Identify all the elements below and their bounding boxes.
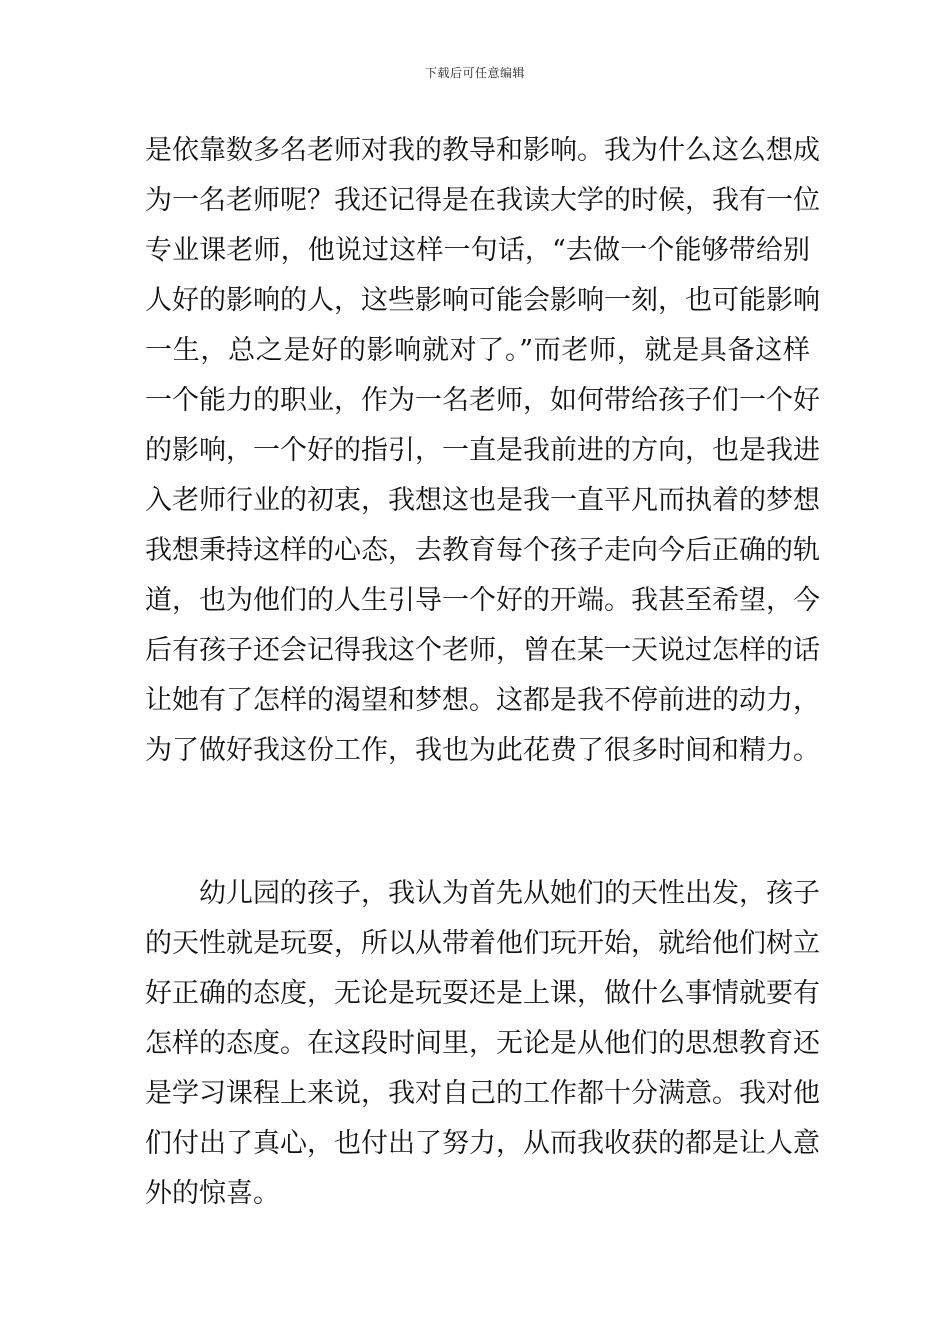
text-line: 好正确的态度，无论是玩耍还是上课，做什么事情就要有 (145, 978, 820, 1009)
text-line: 为了做好我这份工作，我也为此花费了很多时间和精力。 (145, 735, 820, 766)
text-line: 一个能力的职业，作为一名老师，如何带给孩子们一个好 (145, 385, 820, 416)
text-line: 是依靠数多名老师对我的教导和影响。我为什么这么想成 (145, 135, 820, 166)
text-line: 一生，总之是好的影响就对了。”而老师，就是具备这样 (145, 335, 810, 366)
paragraph-1 (145, 126, 820, 776)
text-line: 专业课老师，他说过这样一句话，“去做一个能够带给别 (145, 235, 810, 266)
text-line: 让她有了怎样的渴望和梦想。这都是我不停前进的动力， (145, 685, 820, 716)
text-line: 幼儿园的孩子，我认为首先从她们的天性出发，孩子 (199, 878, 820, 909)
text-line: 是学习课程上来说，我对自己的工作都十分满意。我对他 (145, 1078, 820, 1109)
text-line: 为一名老师呢？我还记得是在我读大学的时候，我有一位 (145, 185, 820, 216)
text-line: 外的惊喜。 (145, 1178, 280, 1209)
text-line: 入老师行业的初衷，我想这也是我一直平凡而执着的梦想 (145, 485, 820, 516)
header-note: 下载后可任意编辑 (424, 66, 525, 80)
text-line: 们付出了真心，也付出了努力，从而我收获的都是让人意 (145, 1128, 820, 1159)
text-line: 道，也为他们的人生引导一个好的开端。我甚至希望，今 (145, 585, 820, 616)
text-line: 的天性就是玩耍，所以从带着他们玩开始，就给他们树立 (145, 928, 820, 959)
text-line: 后有孩子还会记得我这个老师，曾在某一天说过怎样的话 (145, 635, 820, 666)
text-line: 怎样的态度。在这段时间里，无论是从他们的思想教育还 (145, 1028, 820, 1059)
text-line: 人好的影响的人，这些影响可能会影响一刻，也可能影响 (145, 285, 820, 316)
paragraph-2 (145, 869, 820, 1219)
text-line: 我想秉持这样的心态，去教育每个孩子走向今后正确的轨 (145, 535, 820, 566)
text-line: 的影响，一个好的指引，一直是我前进的方向，也是我进 (145, 435, 820, 466)
